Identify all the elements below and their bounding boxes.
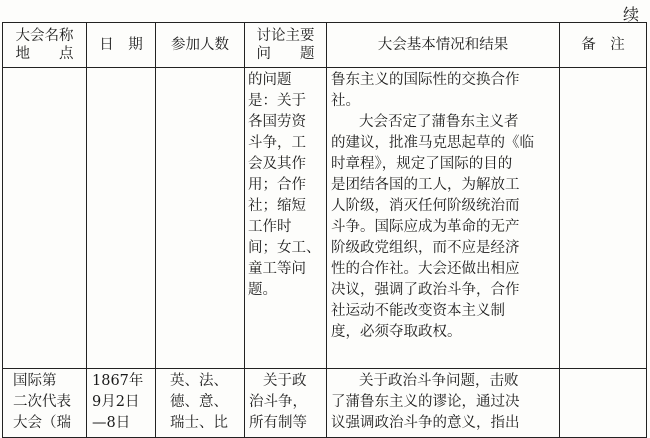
header-date: 日 期 — [87, 23, 156, 68]
cell-summary: 关于政治斗争问题，击败 了蒲鲁东主义的谬论，通过决 议强调政治斗争的意义，指出 — [327, 369, 560, 438]
cell-date — [87, 68, 156, 369]
cell-summary: 鲁东主义的国际性的交换合作 社。 大会否定了蒲鲁东主义者 的建议，批准马克思起草的《临 时章程》，规定了国际的目的 是团结各国的工人，为解放工 人阶级，消灭任何阶级统治而 斗争。国际应成为革命的无产 阶级政党组织，而不应是经济 性的合作社。大会还做出相应 决议，强调了政治斗争，合作 社运动不能改变资本主义制 度，必须夺取政权。 — [327, 68, 560, 369]
cell-date: 1867年 9月2日 —8日 — [87, 369, 156, 438]
continued-mark: 续 — [622, 5, 640, 24]
cell-topics: 的问题 是：关于 各国劳资 斗争，工 会及其作 用；合作 社；缩短 工作时 间；女工、 童工等问 题。 — [245, 68, 327, 369]
congress-table — [2, 22, 647, 438]
header-summary: 大会基本情况和结果 — [327, 23, 560, 68]
cell-name-place: 国际第 二次代表 大会（瑞 — [3, 369, 87, 438]
cell-notes — [560, 369, 647, 438]
cell-participants — [156, 68, 245, 369]
cell-notes — [560, 68, 647, 369]
cell-topics: 关于政 治斗争， 所有制等 — [245, 369, 327, 438]
header-row — [3, 23, 647, 68]
table-row — [3, 68, 647, 369]
header-participants: 参加人数 — [156, 23, 245, 68]
table-row — [3, 369, 647, 438]
cell-name-place — [3, 68, 87, 369]
header-notes: 备 注 — [560, 23, 647, 68]
header-name-place: 大会名称 地 点 — [3, 23, 87, 68]
header-topics: 讨论主要 问 题 — [245, 23, 327, 68]
cell-participants: 英、法、 德、意、 瑞士、比 — [156, 369, 245, 438]
